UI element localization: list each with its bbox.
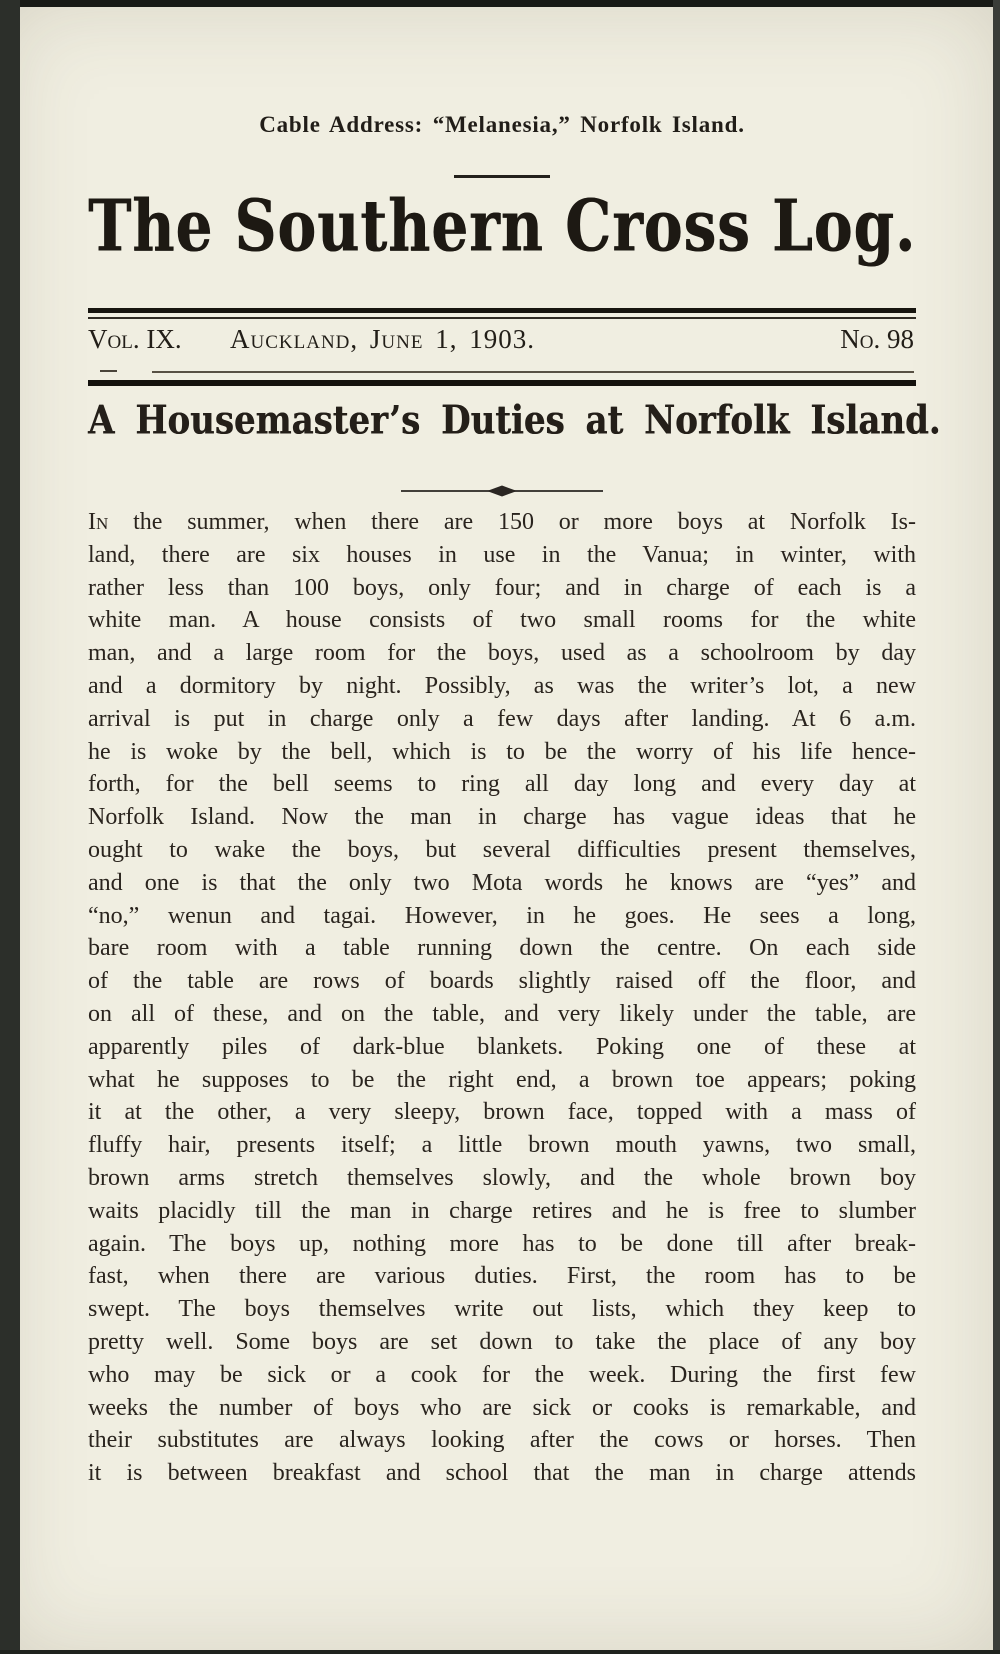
article-line: fast, when there are various duties. First, the room has to be (88, 1263, 916, 1290)
page-content (88, 0, 941, 1654)
article-line: their substitutes are always looking after the cows or horses. Then (88, 1427, 916, 1454)
article-line: Norfolk Island. Now the man in charge has vague ideas that he (88, 804, 916, 831)
issue-row-heavy-rule (88, 380, 916, 386)
article-line: waits placidly till the man in charge retires and he is free to slumber (88, 1197, 916, 1224)
article-line: what he supposes to be the right end, a brown toe appears; poking (88, 1066, 916, 1093)
article-line: white man. A house consists of two small rooms for the white (88, 607, 916, 634)
article-line: arrival is put in charge only a few days after landing. At 6 a.m. (88, 705, 916, 732)
article-line: of the table are rows of boards slightly raised off the floor, and (88, 968, 916, 995)
article-line: it is between breakfast and school that the man in charge attends (88, 1460, 916, 1487)
article-line: who may be sick or a cook for the week. During the first few (88, 1361, 916, 1388)
short-rule (454, 175, 550, 178)
diamond-divider-icon (401, 484, 603, 498)
article-line: it at the other, a very sleepy, brown face, topped with a mass of (88, 1099, 916, 1126)
article-line: brown arms stretch themselves slowly, and the whole brown boy (88, 1164, 916, 1191)
article-line: apparently piles of dark-blue blankets. Poking one of these at (88, 1033, 916, 1060)
article-line: rather less than 100 boys, only four; and in charge of each is a (88, 574, 916, 601)
article-line: he is woke by the bell, which is to be the worry of his life hence- (88, 738, 916, 765)
masthead-rule-heavy (88, 308, 916, 313)
article-line: man, and a large room for the boys, used as a schoolroom by day (88, 640, 916, 667)
article-line: land, there are six houses in use in the Vanua; in winter, with (88, 541, 916, 568)
issue-info-row (88, 324, 916, 360)
lead-smallcaps: In (88, 509, 109, 535)
article-line: pretty well. Some boys are set down to take the place of any boy (88, 1328, 916, 1355)
scan-edge-left (0, 0, 20, 1654)
article-line: fluffy hair, presents itself; a little brown mouth yawns, two small, (88, 1132, 916, 1159)
cable-address: Cable Address: “Melanesia,” Norfolk Island. (259, 112, 745, 137)
article-line: weeks the number of boys who are sick or cooks is remarkable, and (88, 1394, 916, 1421)
masthead-rule-light (88, 317, 916, 319)
article-line: on all of these, and on the table, and very likely under the table, are (88, 1000, 916, 1027)
volume-label: Vol. IX. (88, 324, 182, 354)
masthead-title: The Southern Cross Log. (88, 184, 917, 268)
article-line: swept. The boys themselves write out lists, which they keep to (88, 1296, 916, 1323)
article-line: bare room with a table running down the centre. On each side (88, 935, 916, 962)
section-divider (88, 484, 916, 498)
article-line: “no,” wenun and tagai. However, in he goes. He sees a long, (88, 902, 916, 929)
volume-underline-dash (100, 370, 117, 372)
scan-edge-right (993, 0, 1000, 1654)
article-line: and one is that the only two Mota words he knows are “yes” and (88, 869, 916, 896)
article-line: forth, for the bell seems to ring all day long and every day at (88, 771, 916, 798)
article-line: and a dormitory by night. Possibly, as was the writer’s lot, a new (88, 672, 916, 699)
article-line: In the summer, when there are 150 or more boys at Norfolk Is- (88, 509, 916, 535)
issue-number: No. 98 (840, 324, 914, 354)
article-title: A Housemaster’s Duties at Norfolk Island. (88, 397, 941, 444)
issue-row-thin-rule (152, 371, 914, 373)
article-body (88, 506, 916, 1490)
article-line: ought to wake the boys, but several difficulties present themselves, (88, 836, 916, 863)
article-line: again. The boys up, nothing more has to be done till after break- (88, 1230, 916, 1257)
issue-date: Auckland, June 1, 1903. (230, 324, 535, 354)
